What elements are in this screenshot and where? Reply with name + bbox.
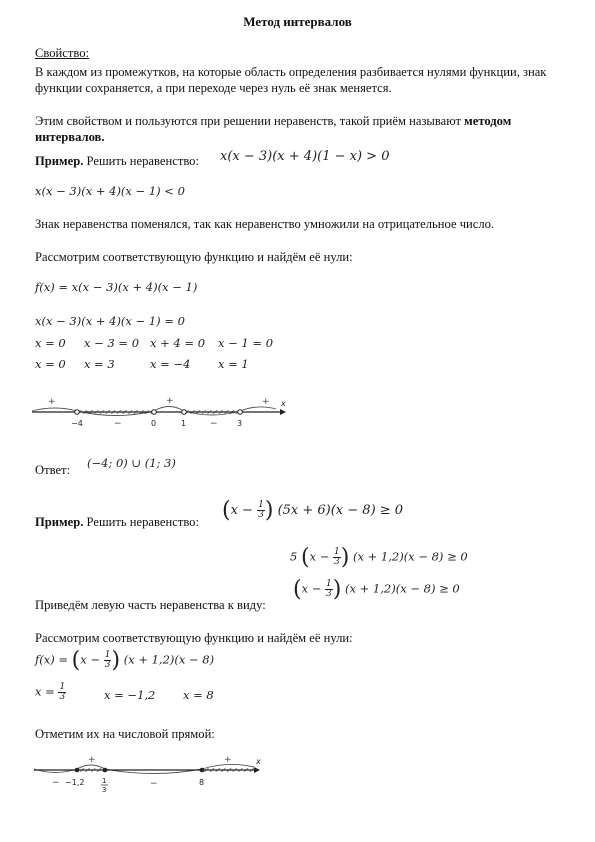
example2-mark-text: Отметим их на числовой прямой:	[35, 727, 215, 741]
axis-point	[75, 410, 80, 415]
sign-label: −	[210, 419, 218, 429]
sign-label: +	[48, 397, 56, 407]
example1-transformed: x(x − 3)(x + 4)(x − 1) < 0	[35, 184, 185, 198]
example1-prompt	[35, 154, 199, 169]
page-title: Метод интервалов	[243, 14, 352, 29]
example2-step2: (x − $\frac{1}{3}$ ) (x + 1,2)(x − 8) ≥ 0	[293, 577, 460, 602]
sign-arc	[32, 408, 77, 411]
example2-function: f(x) = (x − $\frac{1}{3}$ ) (x + 1,2)(x − 8)	[35, 648, 215, 673]
example1-factor: x − 1 = 0	[218, 336, 274, 350]
sign-label: −	[150, 779, 158, 789]
method-note-term: методом интервалов.	[35, 114, 512, 144]
method-note	[35, 113, 555, 145]
axis-point	[152, 410, 157, 415]
axis-arrow	[254, 767, 260, 773]
example2-root: x = −1,2	[104, 688, 156, 702]
example2-inequality: (x − $\frac{1}{3}$ ) (5x + 6)(x − 8) ≥ 0	[222, 498, 404, 523]
example2-label: Пример.	[35, 515, 84, 529]
axis-arrow	[280, 409, 286, 415]
point-label: 0	[151, 419, 157, 428]
example1-inequality: x(x − 3)(x + 4)(1 − x) > 0	[220, 149, 390, 164]
example1-root: x = 3	[84, 357, 115, 371]
example2-reduce-text: Приведём левую часть неравенства к виду:	[35, 598, 266, 612]
example1-task: Решить неравенство:	[86, 154, 199, 168]
point-label: 8	[199, 778, 205, 787]
number-line-2	[30, 748, 270, 794]
property-heading: Свойство:	[35, 46, 90, 60]
sign-arc	[240, 407, 276, 411]
example2-prompt	[35, 515, 199, 530]
example2-root: x = $\frac{1}{3}$	[35, 682, 66, 702]
sign-arc	[154, 407, 184, 412]
example1-label: Пример.	[35, 154, 84, 168]
fraction-numerator: 1	[102, 777, 107, 785]
example2-task: Решить неравенство:	[86, 515, 199, 529]
sign-label: −	[114, 419, 122, 429]
example1-consider: Рассмотрим соответствующую функцию и найдём её нули:	[35, 250, 353, 264]
axis-var-label: x	[281, 399, 286, 408]
example2-step1: 5 (x − $\frac{1}{3}$ ) (x + 1,2)(x − 8) ≥ 0	[290, 545, 468, 570]
example1-root: x = 0	[35, 357, 66, 371]
axis-point	[238, 410, 243, 415]
point-label: −1,2	[65, 778, 85, 787]
number-line-1	[30, 393, 290, 433]
example1-factor: x + 4 = 0	[150, 336, 206, 350]
sign-label: +	[166, 396, 174, 406]
example1-sign-note: Знак неравенства поменялся, так как неравенство умножили на отрицательное число.	[35, 217, 495, 231]
sign-label: −	[52, 778, 60, 788]
axis-point	[75, 768, 80, 773]
point-label-fraction	[101, 777, 108, 794]
example1-root: x = −4	[150, 357, 191, 371]
axis-point	[103, 768, 108, 773]
property-text: В каждом из промежутков, на которые область определения разбивается нулями функции, знак функции сохраняется, а при переходе через нуль её знак меняется.	[35, 65, 547, 95]
method-note-text: Этим свойством и пользуются при решении неравенств, такой приём называют	[35, 114, 462, 128]
sign-label: +	[88, 755, 96, 765]
example1-equation: x(x − 3)(x + 4)(x − 1) = 0	[35, 314, 185, 328]
example1-answer: (−4; 0) ∪ (1; 3)	[87, 456, 176, 470]
sign-label: +	[262, 397, 270, 407]
example1-function: f(x) = x(x − 3)(x + 4)(x − 1)	[35, 280, 198, 294]
point-label: 3	[237, 419, 243, 428]
example2-root: x = 8	[183, 688, 214, 702]
sign-label: +	[224, 755, 232, 765]
example2-consider: Рассмотрим соответствующую функцию и найдём её нули:	[35, 631, 353, 645]
example1-factor: x = 0	[35, 336, 66, 350]
axis-point	[200, 768, 205, 773]
point-label: 1	[181, 419, 187, 428]
point-label: −4	[71, 419, 83, 428]
example1-root: x = 1	[218, 357, 249, 371]
fraction-denominator: 3	[102, 786, 107, 794]
axis-point	[182, 410, 187, 415]
example1-answer-label: Ответ:	[35, 463, 71, 477]
example1-factor: x − 3 = 0	[84, 336, 140, 350]
axis-var-label: x	[256, 757, 261, 766]
